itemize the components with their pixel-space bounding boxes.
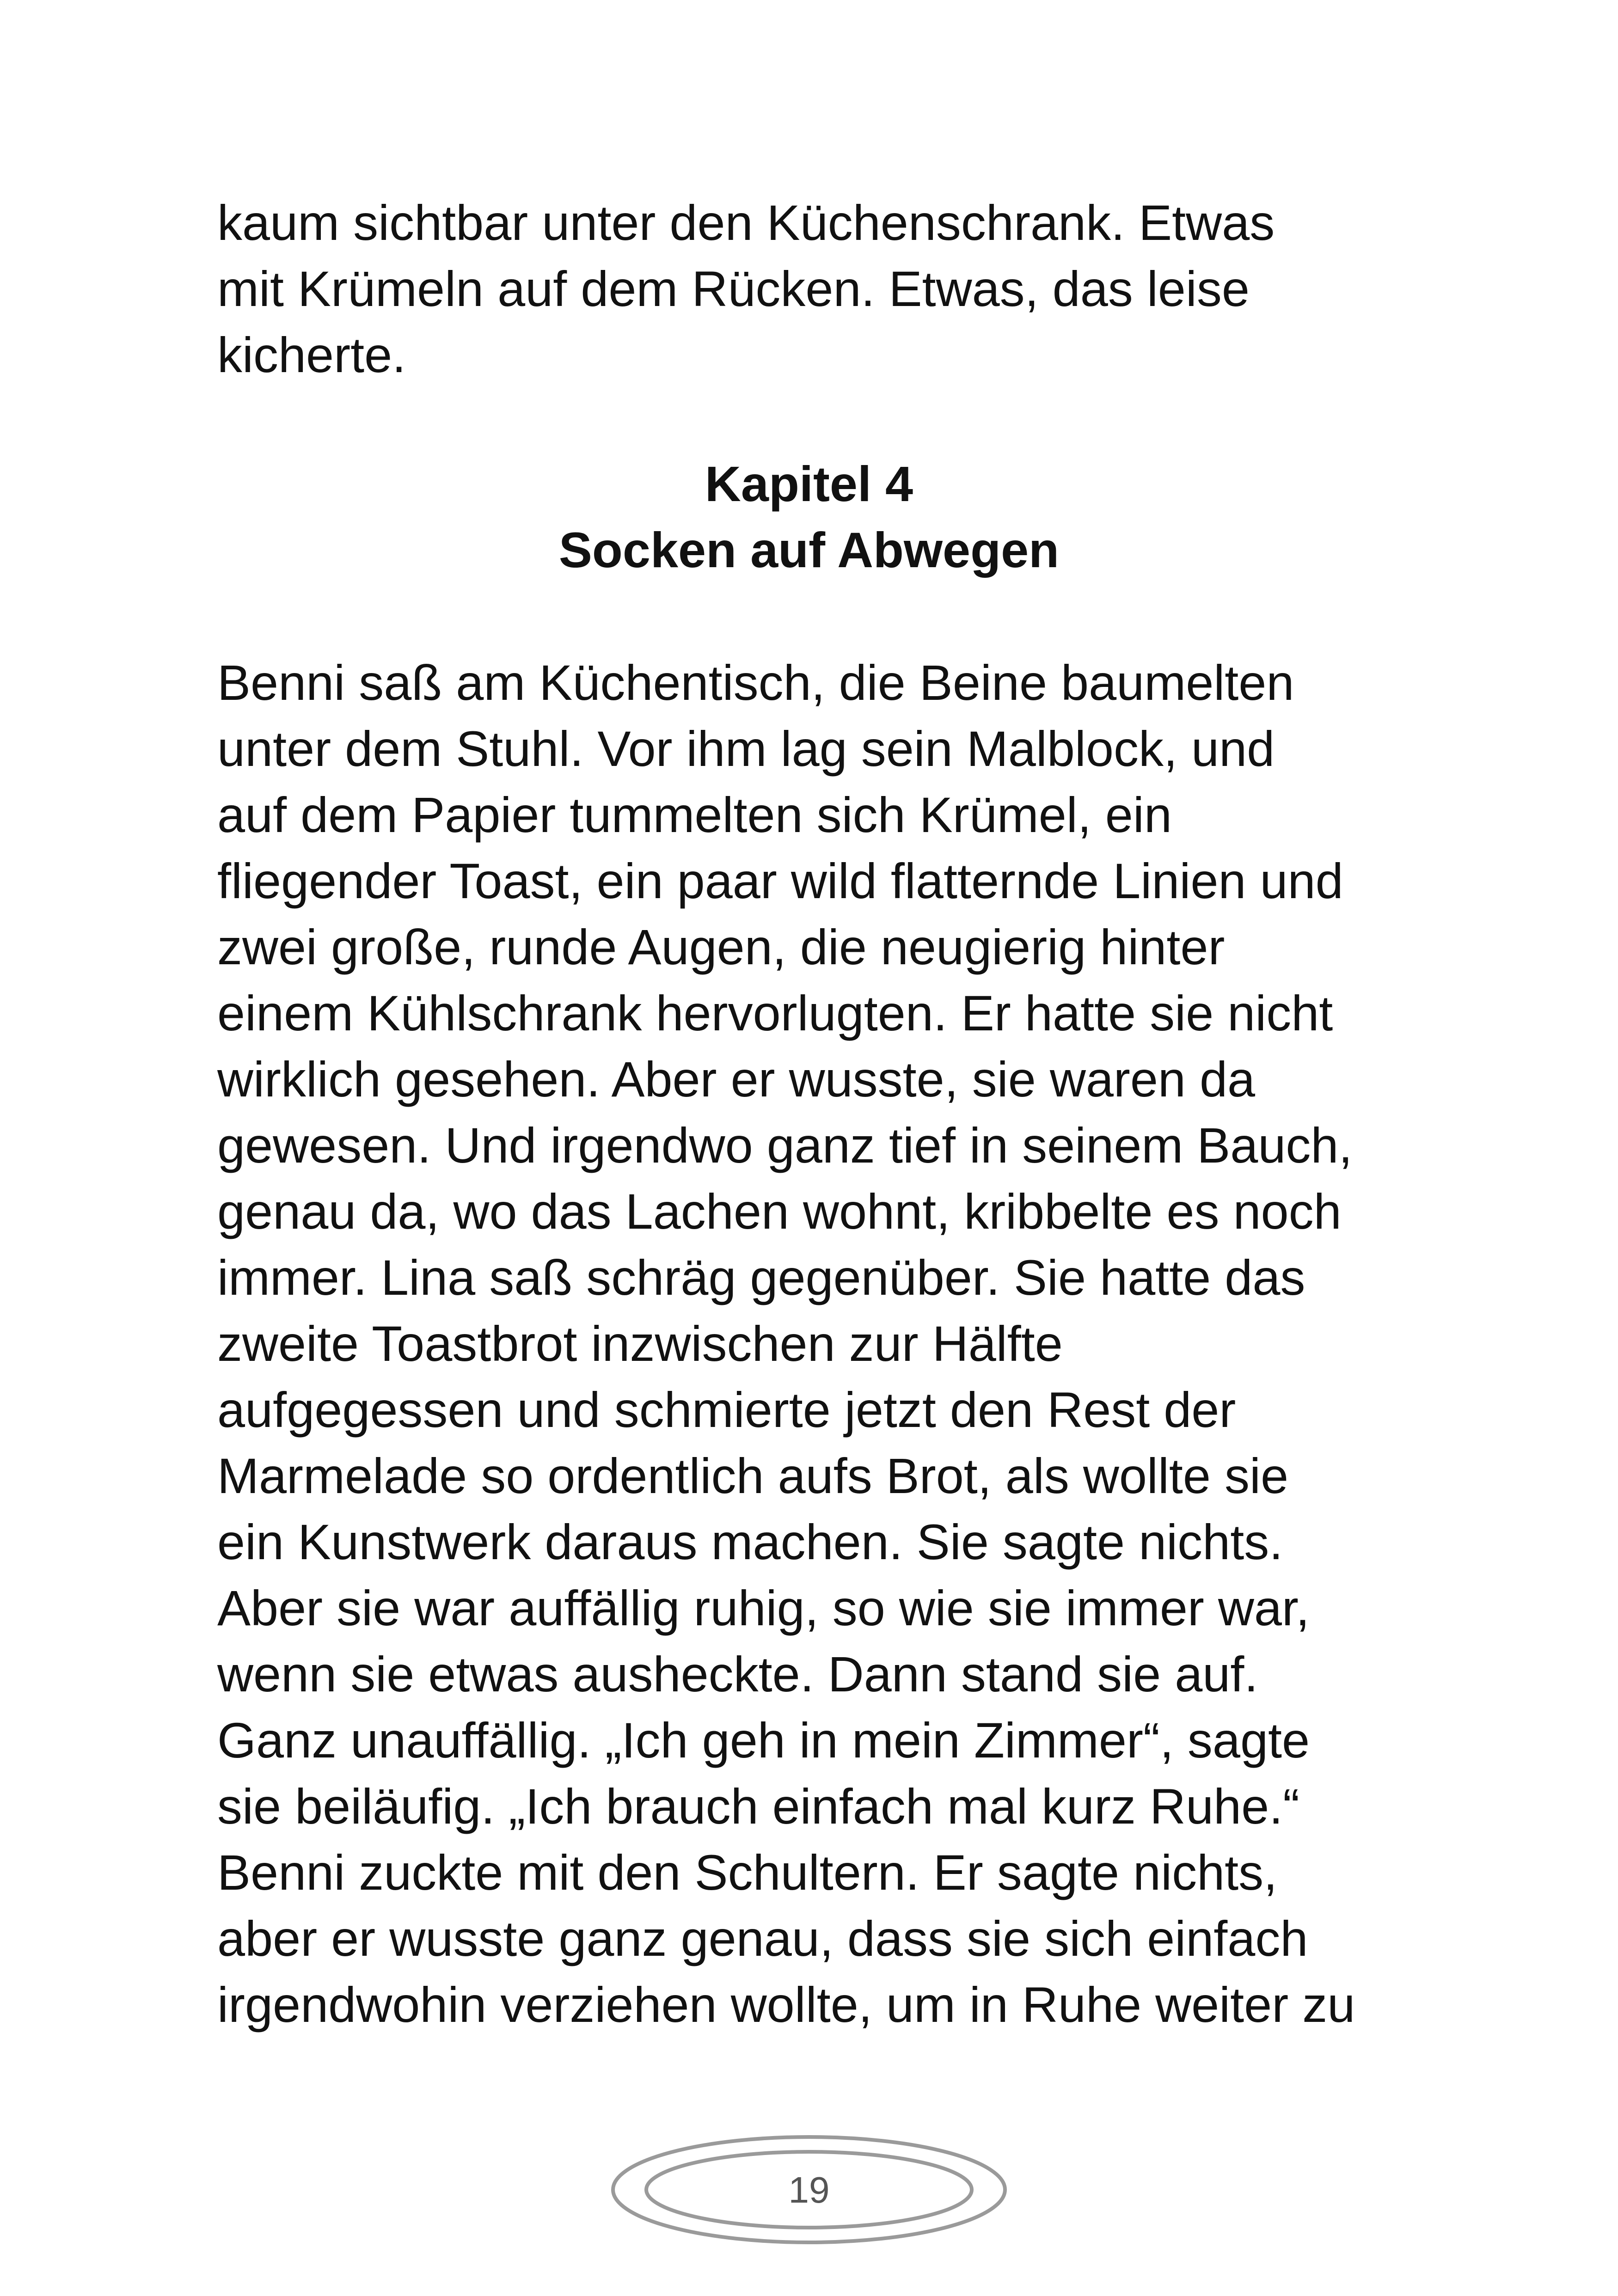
intro-paragraph bbox=[217, 190, 1419, 388]
text-line: Ganz unauffällig. „Ich geh in mein Zimmer“, sagte bbox=[217, 1712, 1310, 1768]
text-line: kaum sichtbar unter den Küchenschrank. Etwas bbox=[217, 195, 1275, 251]
text-line: Benni zuckte mit den Schultern. Er sagte nichts, bbox=[217, 1844, 1278, 1900]
text-line: aufgegessen und schmierte jetzt den Rest der bbox=[217, 1382, 1236, 1438]
text-line: genau da, wo das Lachen wohnt, kribbelte es noch bbox=[217, 1183, 1342, 1239]
text-line: wenn sie etwas ausheckte. Dann stand sie auf. bbox=[217, 1646, 1258, 1702]
text-line: gewesen. Und irgendwo ganz tief in seinem Bauch, bbox=[217, 1117, 1353, 1173]
text-line: Benni saß am Küchentisch, die Beine baumelten bbox=[217, 655, 1294, 710]
text-line: unter dem Stuhl. Vor ihm lag sein Malblock, und bbox=[217, 721, 1275, 777]
text-line: fliegender Toast, ein paar wild flatternde Linien und bbox=[217, 853, 1343, 909]
chapter-number: Kapitel 4 bbox=[705, 456, 913, 512]
text-line: zweite Toastbrot inzwischen zur Hälfte bbox=[217, 1316, 1063, 1371]
body-paragraph bbox=[217, 649, 1419, 2038]
text-line: Marmelade so ordentlich aufs Brot, als wollte sie bbox=[217, 1448, 1289, 1504]
text-line: immer. Lina saß schräg gegenüber. Sie hatte das bbox=[217, 1249, 1305, 1305]
text-line: kicherte. bbox=[217, 327, 406, 383]
text-line: zwei große, runde Augen, die neugierig hinter bbox=[217, 919, 1225, 975]
text-line: sie beiläufig. „Ich brauch einfach mal kurz Ruhe.“ bbox=[217, 1778, 1300, 1834]
text-line: mit Krümeln auf dem Rücken. Etwas, das leise bbox=[217, 261, 1250, 317]
text-line: ein Kunstwerk daraus machen. Sie sagte nichts. bbox=[217, 1514, 1283, 1570]
text-line: einem Kühlschrank hervorlugten. Er hatte sie nicht bbox=[217, 985, 1333, 1041]
text-line: wirklich gesehen. Aber er wusste, sie waren da bbox=[217, 1051, 1256, 1107]
chapter-title: Socken auf Abwegen bbox=[558, 522, 1060, 578]
text-line: aber er wusste ganz genau, dass sie sich einfach bbox=[217, 1910, 1308, 1966]
text-line: irgendwohin verziehen wollte, um in Ruhe weiter zu bbox=[217, 1977, 1355, 2033]
page-number-ornament bbox=[609, 2133, 1009, 2247]
text-line: Aber sie war auffällig ruhig, so wie sie immer war, bbox=[217, 1580, 1310, 1636]
page-number: 19 bbox=[788, 2169, 830, 2210]
text-line: auf dem Papier tummelten sich Krümel, ein bbox=[217, 787, 1172, 843]
chapter-heading bbox=[0, 451, 1618, 583]
